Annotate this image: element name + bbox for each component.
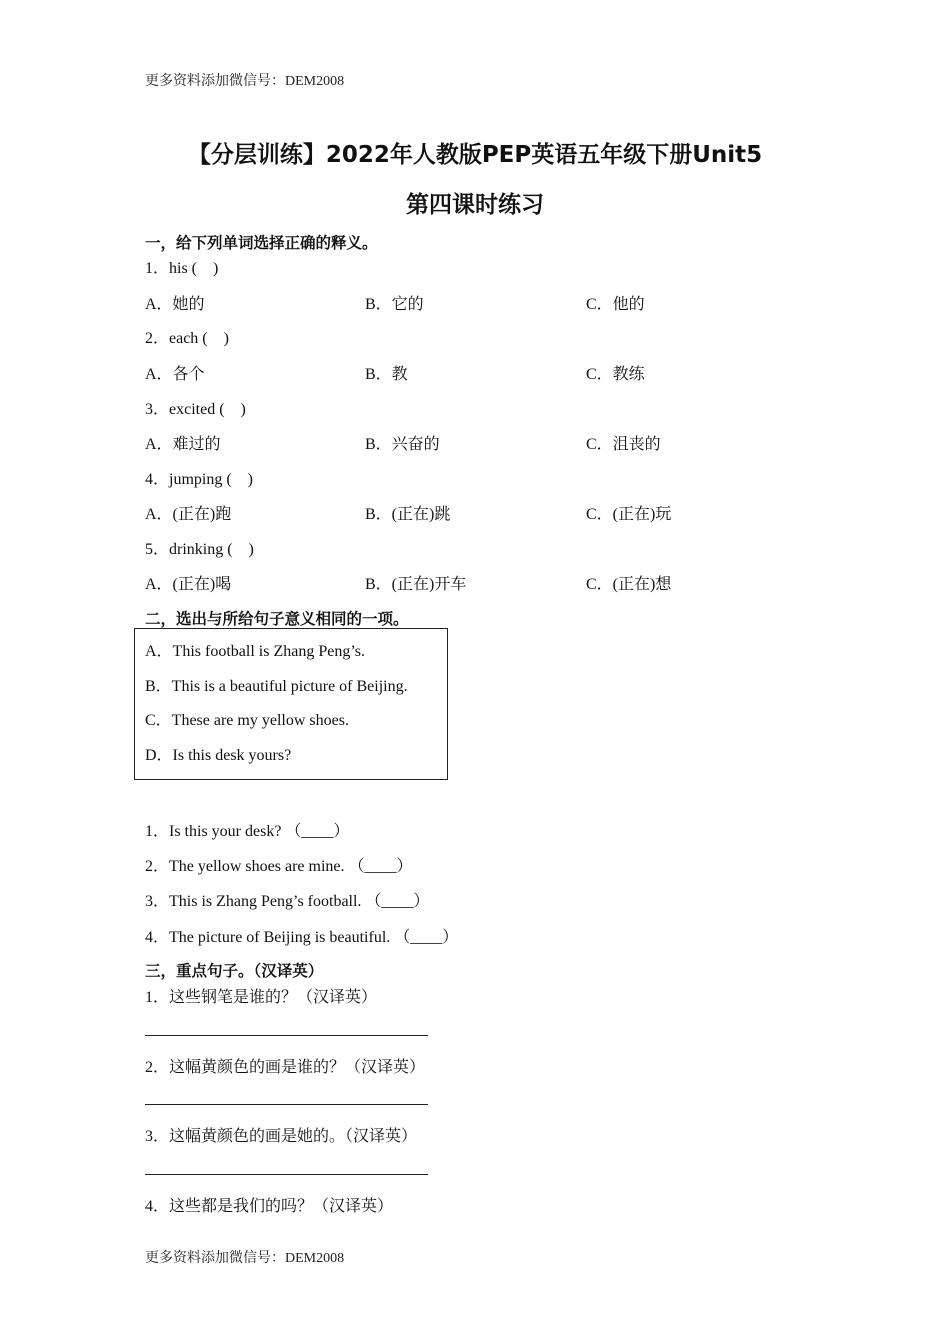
option-b: B．它的	[365, 296, 424, 313]
section1-question: 2．each ( )	[145, 330, 229, 347]
option-a: A．难过的	[145, 436, 221, 453]
section3-question: 3．这幅黄颜色的画是她的。（汉译英）	[145, 1128, 418, 1145]
option-a: A．(正在)跑	[145, 506, 232, 523]
box-option-b: B．This is a beautiful picture of Beijing.	[145, 678, 408, 695]
header-note: 更多资料添加微信号：DEM2008	[145, 74, 345, 89]
option-b: B．兴奋的	[365, 436, 440, 453]
section1-question: 5．drinking ( )	[145, 541, 254, 558]
section2-question: 2．The yellow shoes are mine. （____）	[145, 858, 413, 875]
box-option-a: A．This football is Zhang Peng’s.	[145, 643, 365, 660]
option-a: A．各个	[145, 366, 205, 383]
section1-heading: 一，给下列单词选择正确的释义。	[145, 234, 378, 252]
section2-heading: 二，选出与所给句子意义相同的一项。	[145, 610, 409, 628]
box-option-c: C．These are my yellow shoes.	[145, 712, 349, 729]
box-option-d: D．Is this desk yours?	[145, 747, 292, 764]
section3-heading: 三，重点句子。（汉译英）	[145, 962, 324, 980]
option-c: C．(正在)玩	[586, 506, 672, 523]
section3-question: 1．这些钢笔是谁的？（汉译英）	[145, 989, 378, 1006]
option-a: A．(正在)喝	[145, 576, 232, 593]
section1-question: 1．his ( )	[145, 260, 219, 277]
section2-question: 3．This is Zhang Peng’s football. （____）	[145, 893, 430, 910]
footer-note: 更多资料添加微信号：DEM2008	[145, 1251, 345, 1266]
answer-line	[145, 1174, 428, 1175]
option-a: A．她的	[145, 296, 205, 313]
section2-question: 4．The picture of Beijing is beautiful. （____）	[145, 929, 459, 946]
answer-line	[145, 1104, 428, 1105]
section2-question: 1．Is this your desk? （____）	[145, 823, 350, 840]
section1-question: 4．jumping ( )	[145, 471, 253, 488]
option-c: C．教练	[586, 366, 645, 383]
page-title: 【分层训练】2022年人教版PEP英语五年级下册Unit5	[187, 142, 763, 168]
section1-question: 3．excited ( )	[145, 401, 246, 418]
option-c: C．沮丧的	[586, 436, 661, 453]
option-b: B．(正在)开车	[365, 576, 467, 593]
option-c: C．(正在)想	[586, 576, 672, 593]
section3-question: 2．这幅黄颜色的画是谁的？（汉译英）	[145, 1059, 426, 1076]
answer-line	[145, 1035, 428, 1036]
option-b: B．教	[365, 366, 408, 383]
option-b: B．(正在)跳	[365, 506, 451, 523]
section3-question: 4．这些都是我们的吗？（汉译英）	[145, 1198, 394, 1215]
page-subtitle: 第四课时练习	[406, 192, 544, 218]
option-c: C．他的	[586, 296, 645, 313]
